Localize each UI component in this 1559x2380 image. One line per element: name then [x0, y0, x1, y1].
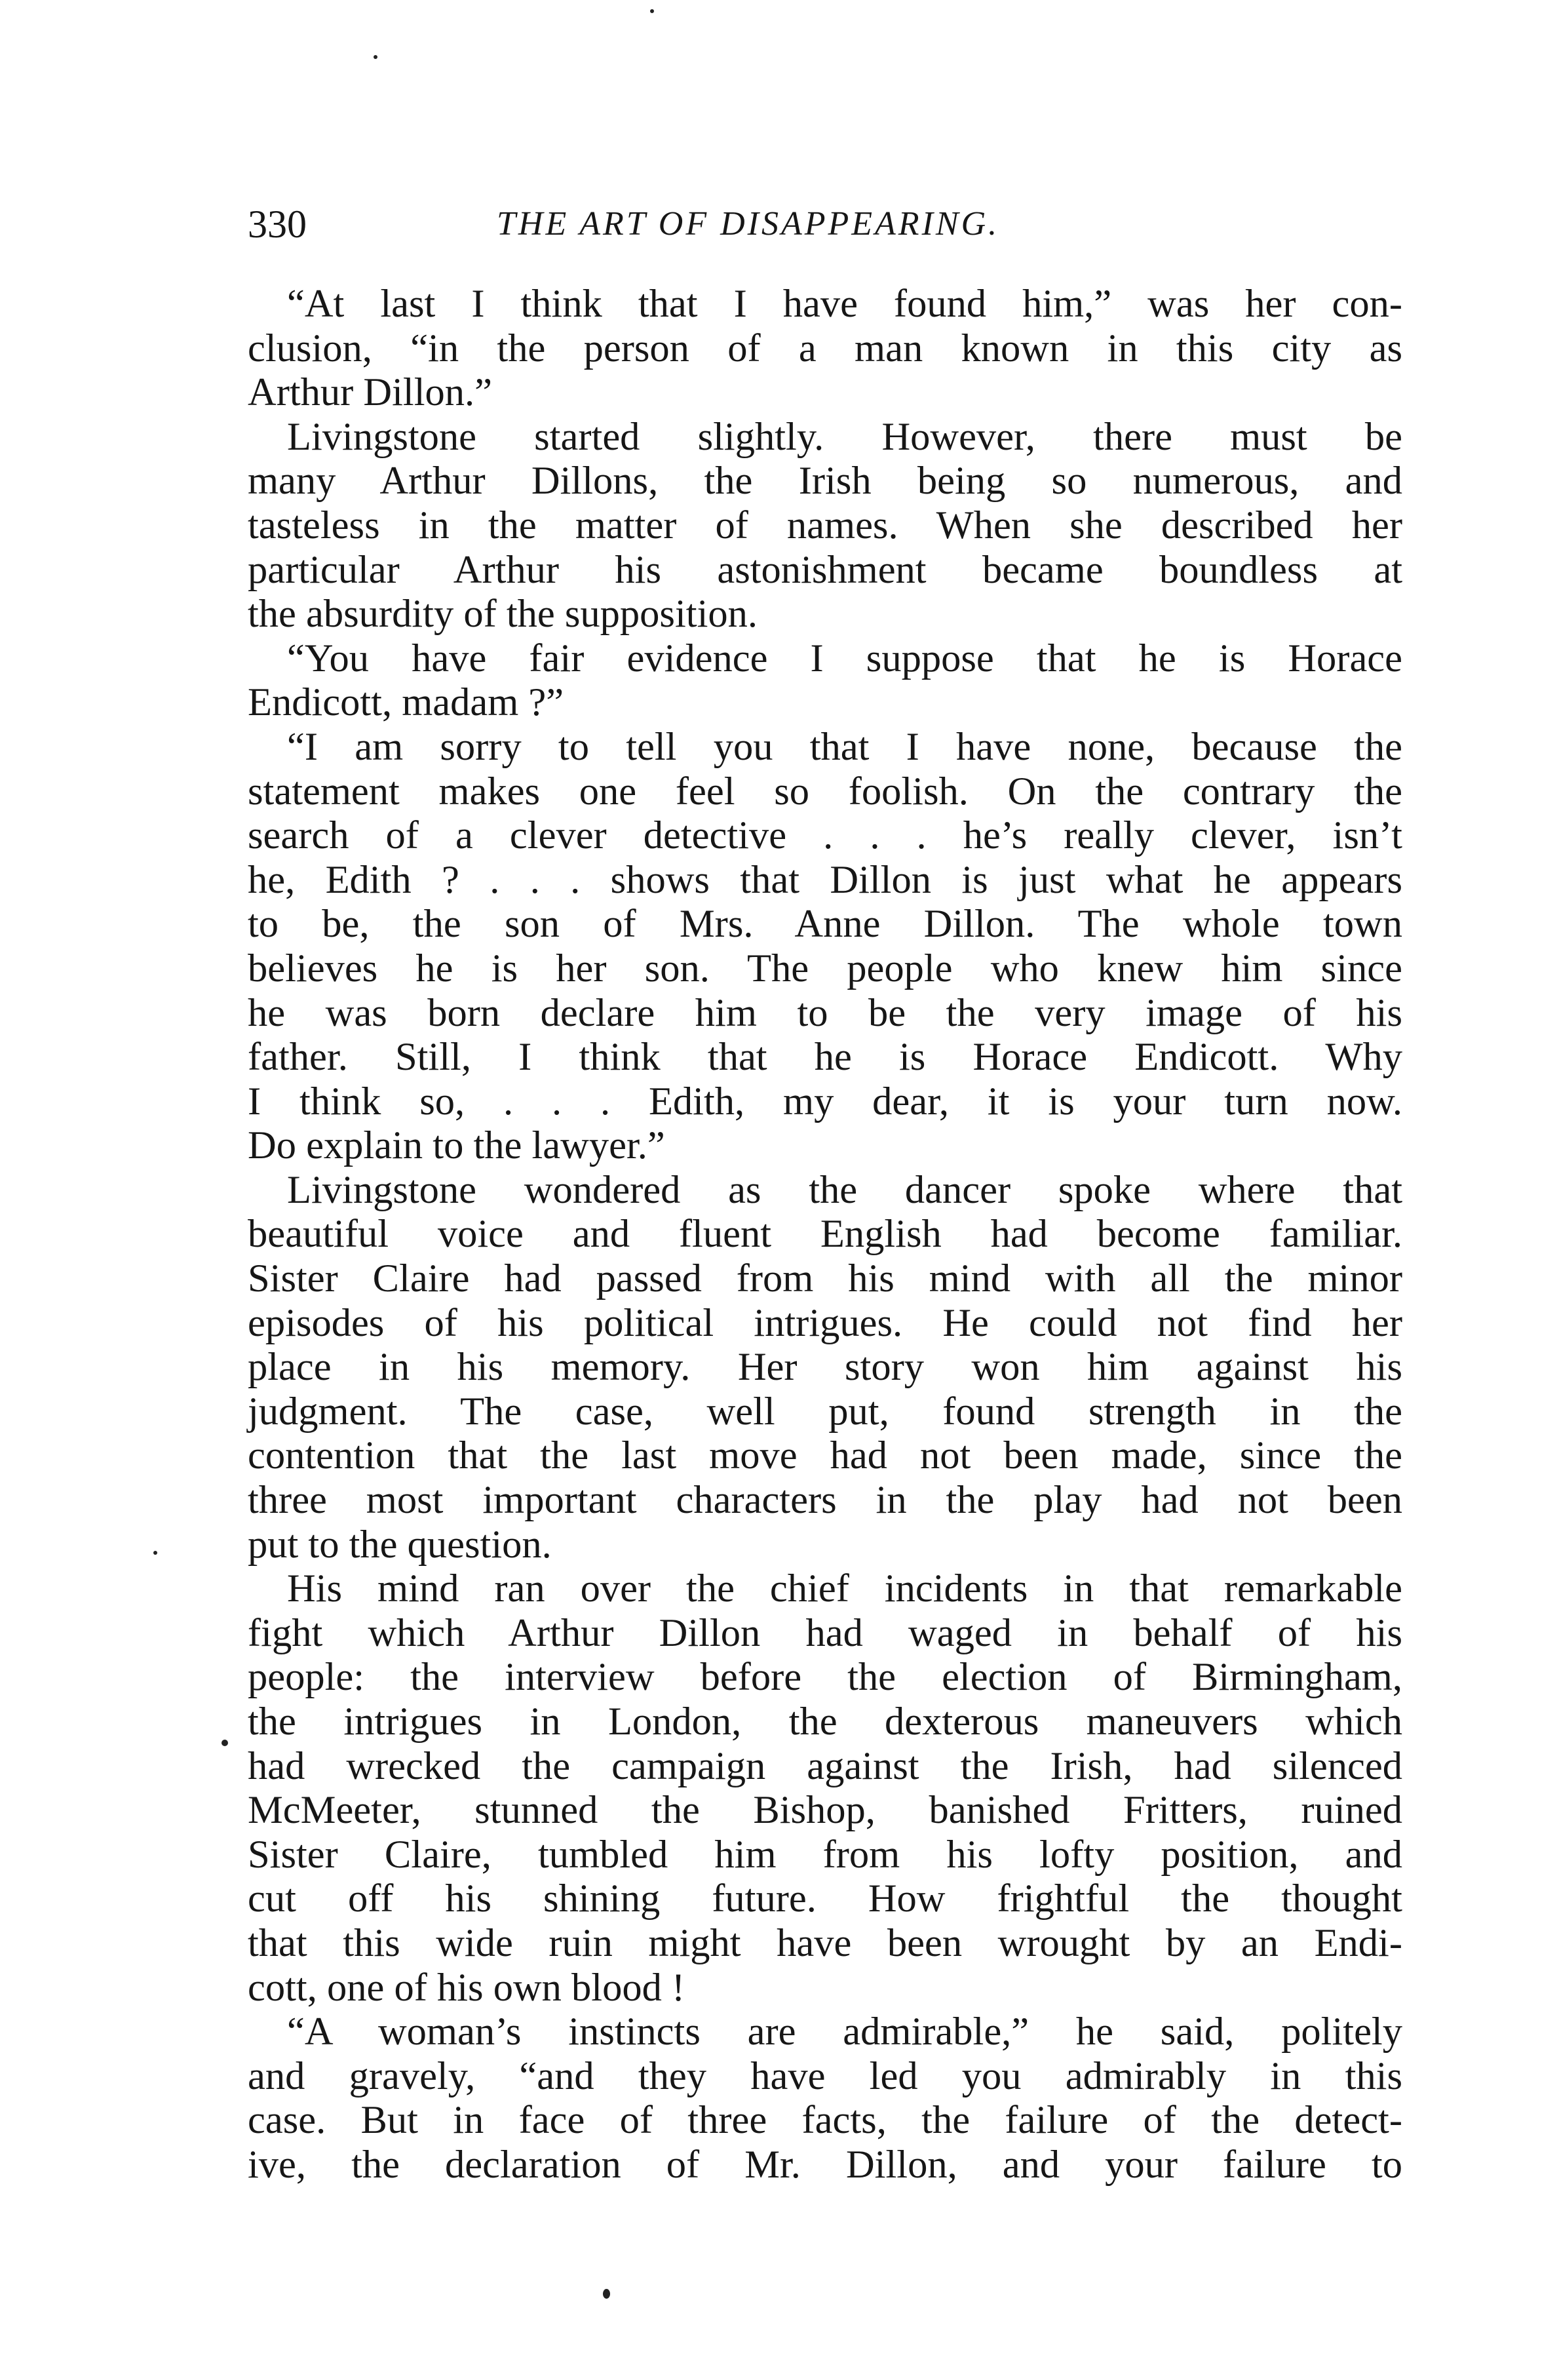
text-line: fight which Arthur Dillon had waged in behalf of his	[248, 1610, 1402, 1655]
footer-speck	[603, 2289, 610, 2299]
text-line: place in his memory. Her story won him against his	[248, 1345, 1402, 1390]
text-line: father. Still, I think that he is Horace Endicott. Why	[248, 1035, 1402, 1080]
page-header	[248, 198, 1401, 250]
body-text	[248, 282, 1402, 2187]
text-line: clusion, “in the person of a man known in this city as	[248, 326, 1402, 370]
text-line: cott, one of his own blood !	[248, 1965, 685, 2010]
text-line: McMeeter, stunned the Bishop, banished Fritters, ruined	[248, 1788, 1402, 1833]
page-number: 330	[248, 203, 307, 246]
text-line: “A woman’s instincts are admirable,” he said, politely	[287, 2010, 1402, 2054]
text-line: Endicott, madam ?”	[248, 680, 564, 725]
text-line: he was born declare him to be the very image of his	[248, 990, 1402, 1035]
text-line: he, Edith ? . . . shows that Dillon is just what he appears	[248, 857, 1402, 902]
text-line: Sister Claire, tumbled him from his lofty position, and	[248, 1832, 1402, 1877]
text-line: to be, the son of Mrs. Anne Dillon. The whole town	[248, 902, 1402, 946]
margin-speck	[153, 1551, 157, 1555]
print-speck	[374, 55, 377, 59]
text-line: that this wide ruin might have been wrought by an Endi-	[248, 1921, 1402, 1965]
text-line: beautiful voice and fluent English had become familiar.	[248, 1212, 1402, 1257]
text-line: Arthur Dillon.”	[248, 370, 493, 415]
text-line: “You have fair evidence I suppose that he is Horace	[287, 636, 1402, 680]
text-line: tasteless in the matter of names. When she described her	[248, 503, 1402, 547]
text-line: Do explain to the lawyer.”	[248, 1123, 665, 1168]
text-line: and gravely, “and they have led you admirably in this	[248, 2054, 1402, 2098]
text-line: “I am sorry to tell you that I have none, because the	[287, 724, 1402, 769]
text-line: statement makes one feel so foolish. On the contrary the	[248, 769, 1402, 813]
text-line: judgment. The case, well put, found strength in the	[248, 1389, 1402, 1434]
text-line: Sister Claire had passed from his mind with all the minor	[248, 1257, 1402, 1301]
text-line: put to the question.	[248, 1522, 552, 1567]
text-line: particular Arthur his astonishment became boundless at	[248, 547, 1402, 592]
text-line: I think so, . . . Edith, my dear, it is your turn now.	[248, 1079, 1402, 1123]
text-line: had wrecked the campaign against the Irish, had silenced	[248, 1744, 1402, 1788]
text-line: contention that the last move had not been made, since the	[248, 1434, 1402, 1478]
running-head: THE ART OF DISAPPEARING.	[497, 205, 1000, 243]
text-line: Livingstone wondered as the dancer spoke where that	[287, 1167, 1402, 1212]
text-line: case. But in face of three facts, the failure of the detect-	[248, 2098, 1402, 2143]
text-line: episodes of his political intrigues. He could not find her	[248, 1300, 1402, 1345]
text-line: search of a clever detective . . . he’s really clever, isn’t	[248, 813, 1402, 858]
print-speck	[650, 9, 654, 13]
text-line: people: the interview before the election of Birmingham,	[248, 1655, 1402, 1700]
text-line: cut off his shining future. How frightful the thought	[248, 1877, 1402, 1921]
text-line: believes he is her son. The people who knew him since	[248, 946, 1402, 990]
text-line: many Arthur Dillons, the Irish being so numerous, and	[248, 459, 1402, 503]
text-line: His mind ran over the chief incidents in that remarkable	[287, 1567, 1402, 1611]
margin-speck	[221, 1740, 228, 1746]
text-line: the intrigues in London, the dexterous maneuvers which	[248, 1700, 1402, 1744]
text-line: Livingstone started slightly. However, there must be	[287, 414, 1402, 459]
text-line: the absurdity of the supposition.	[248, 592, 758, 636]
text-line: ive, the declaration of Mr. Dillon, and your failure to	[248, 2142, 1402, 2187]
text-line: “At last I think that I have found him,” was her con-	[287, 282, 1402, 326]
text-line: three most important characters in the play had not been	[248, 1478, 1402, 1523]
